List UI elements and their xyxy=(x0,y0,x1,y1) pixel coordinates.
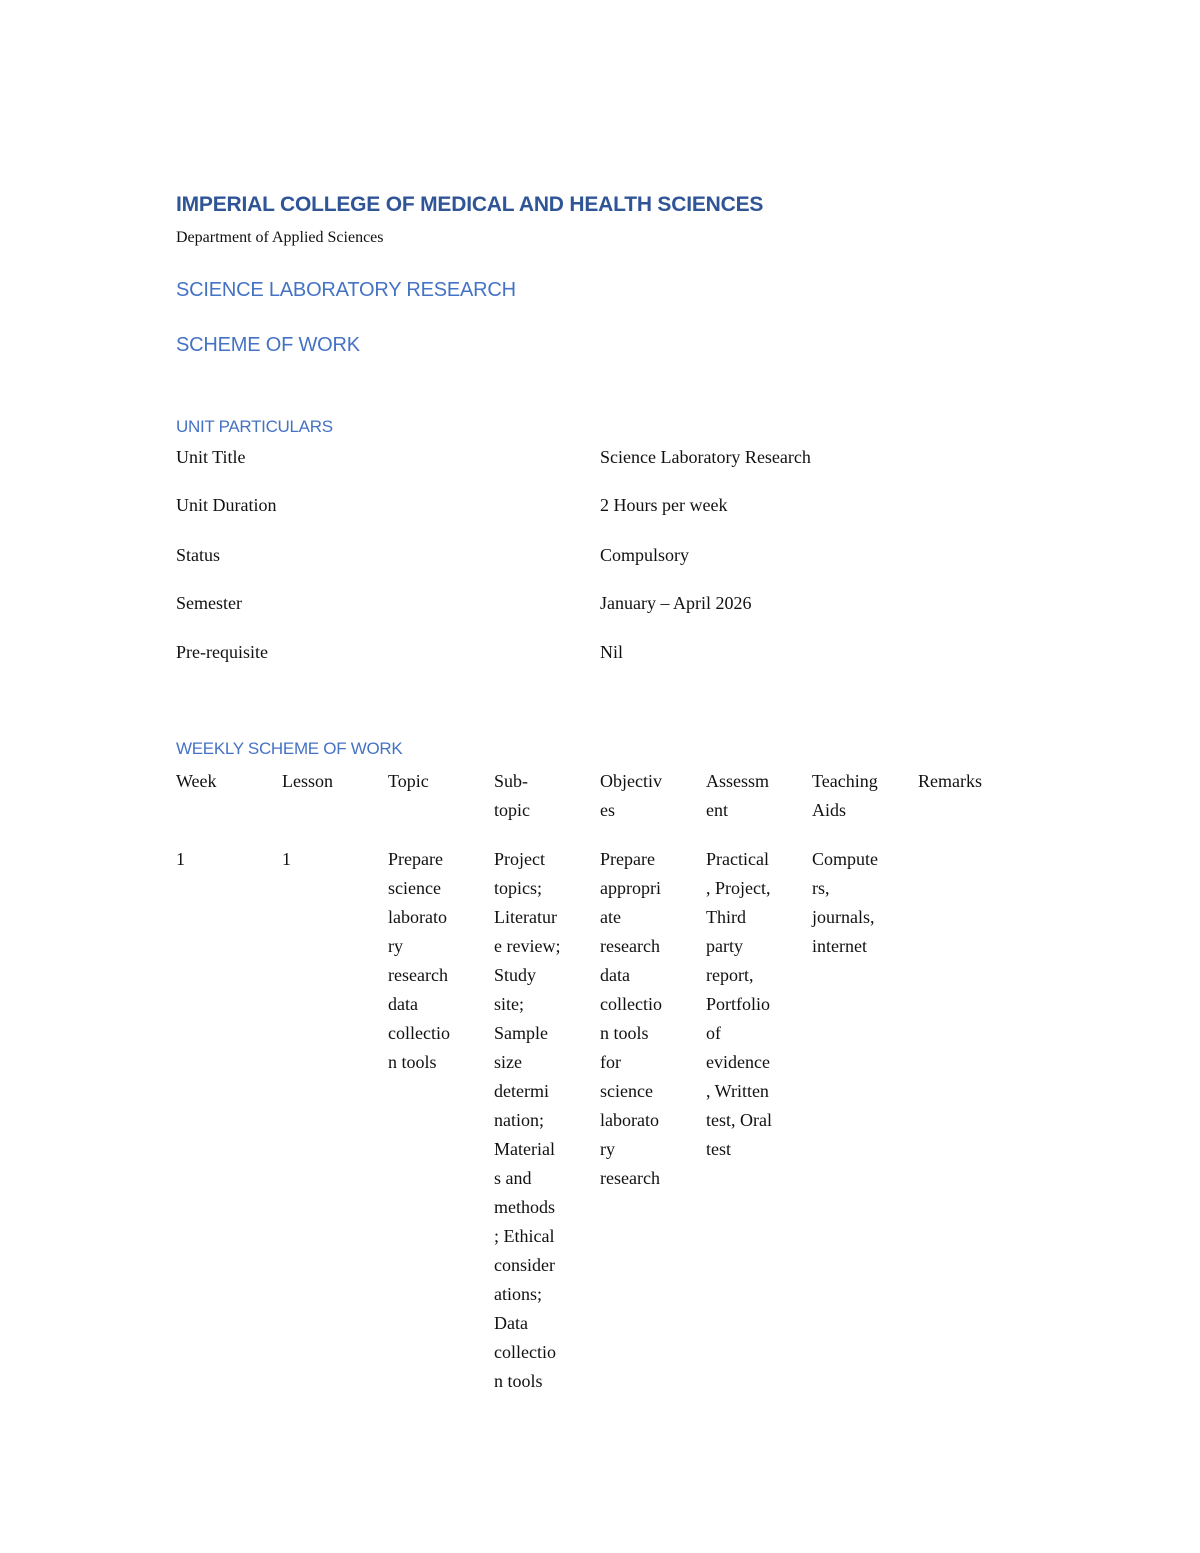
status-label: Status xyxy=(176,545,221,565)
semester-value: January – April 2026 xyxy=(600,593,752,613)
cell-topic: Prepare science laborato ry research data collectio n tools xyxy=(388,849,450,1072)
semester-label: Semester xyxy=(176,593,242,613)
status-value: Compulsory xyxy=(600,545,690,565)
prerequisite-label: Pre-requisite xyxy=(176,642,268,662)
column-header-week: Week xyxy=(176,771,217,791)
cell-assessment: Practical , Project, Third party report, Portfolio of evidence , Written test, Oral test xyxy=(706,849,772,1159)
cell-subtopic: Project topics; Literatur e review; Study site; Sample size determi nation; Material s and methods ; Ethical consider ations; Data collectio n tools xyxy=(494,849,561,1391)
column-header-objectives: Objectiv es xyxy=(600,771,662,820)
column-header-teaching-aids: Teaching Aids xyxy=(812,771,878,820)
unit-duration-value: 2 Hours per week xyxy=(600,495,728,515)
document-title: SCHEME OF WORK xyxy=(176,334,360,356)
column-header-lesson: Lesson xyxy=(282,771,333,791)
unit-title-value: Science Laboratory Research xyxy=(600,447,811,467)
column-header-topic: Topic xyxy=(388,771,429,791)
institution-title: IMPERIAL COLLEGE OF MEDICAL AND HEALTH SCIENCES xyxy=(176,193,764,216)
unit-duration-label: Unit Duration xyxy=(176,495,277,515)
weekly-scheme-heading: WEEKLY SCHEME OF WORK xyxy=(176,739,403,758)
cell-lesson: 1 xyxy=(282,849,291,869)
course-title: SCIENCE LABORATORY RESEARCH xyxy=(176,279,516,301)
column-header-assessment: Assessm ent xyxy=(706,771,770,820)
prerequisite-value: Nil xyxy=(600,642,624,662)
department-name: Department of Applied Sciences xyxy=(176,229,384,246)
cell-week: 1 xyxy=(176,849,185,869)
unit-title-label: Unit Title xyxy=(176,447,246,467)
column-header-remarks: Remarks xyxy=(918,771,982,791)
cell-objectives: Prepare appropri ate research data collectio n tools for science laborato ry research xyxy=(600,849,662,1188)
cell-teaching-aids: Compute rs, journals, internet xyxy=(812,849,878,956)
column-header-subtopic: Sub- topic xyxy=(494,771,530,820)
unit-particulars-heading: UNIT PARTICULARS xyxy=(176,417,333,436)
